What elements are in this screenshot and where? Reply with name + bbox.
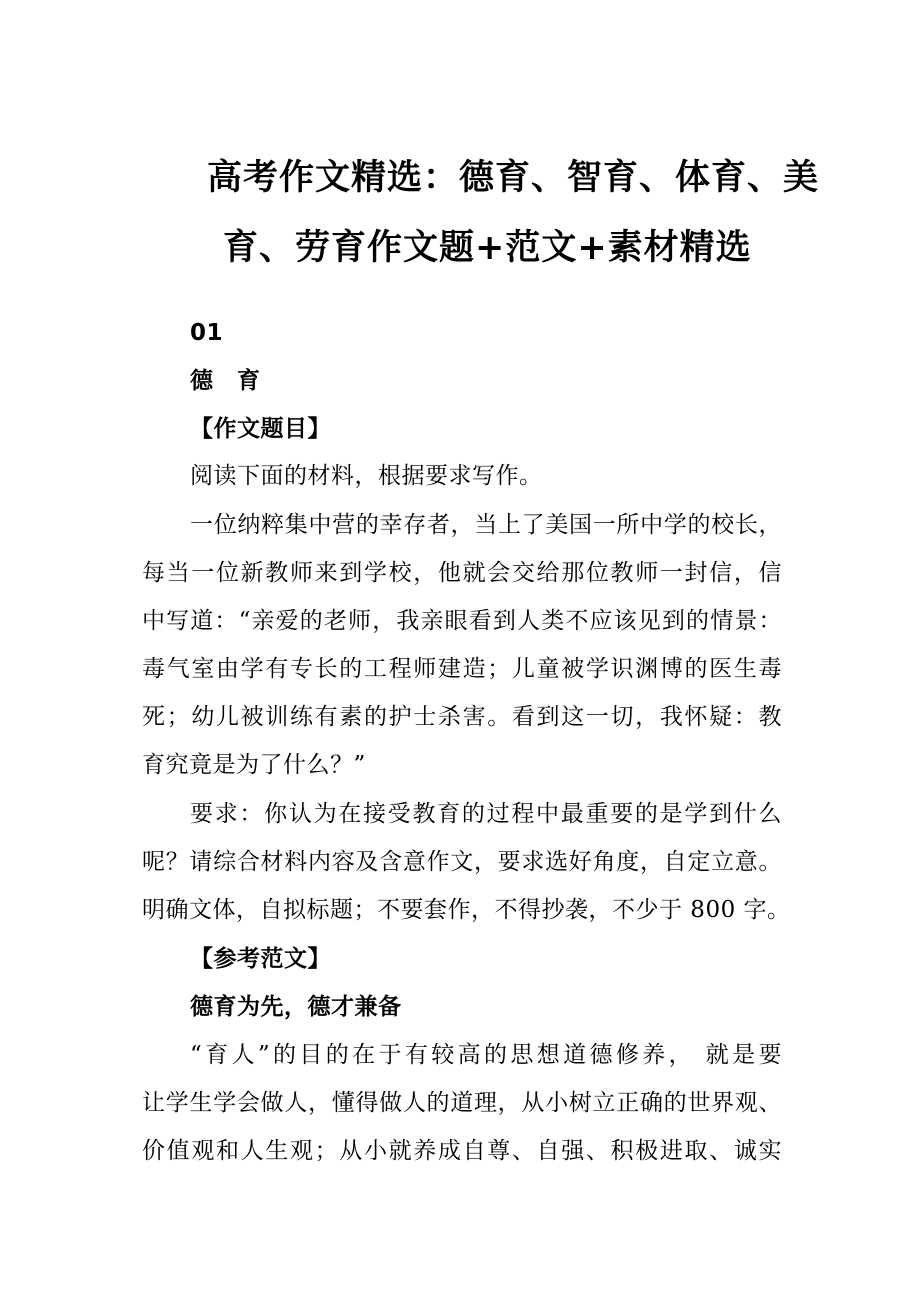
essay-heading: 【参考范文】 bbox=[190, 946, 331, 972]
essay-line: 价值观和人生观；从小就养成自尊、自强、积极进取、诚实 bbox=[142, 1138, 782, 1164]
document-title-line-1: 高考作文精选：德育、智育、体育、美 bbox=[207, 158, 820, 198]
essay-line: “育人”的目的在于有较高的思想道德修养， 就是要 bbox=[190, 1042, 782, 1068]
document-title-line-2: 育、劳育作文题+范文+素材精选 bbox=[223, 228, 752, 268]
material-line: 毒气室由学有专长的工程师建造；儿童被学识渊博的医生毒 bbox=[142, 656, 782, 682]
prompt-intro: 阅读下面的材料，根据要求写作。 bbox=[190, 463, 543, 489]
material-line: 中写道：“亲爱的老师，我亲眼看到人类不应该见到的情景： bbox=[142, 608, 782, 634]
essay-line: 让学生学会做人，懂得做人的道理，从小树立正确的世界观、 bbox=[142, 1090, 782, 1116]
material-line: 每当一位新教师来到学校，他就会交给那位教师一封信，信 bbox=[142, 560, 782, 586]
section-number: 01 bbox=[190, 320, 224, 346]
requirement-line: 明确文体，自拟标题；不要套作，不得抄袭，不少于 800 字。 bbox=[142, 897, 791, 923]
essay-title: 德育为先，德才兼备 bbox=[190, 994, 402, 1020]
material-line: 育究竟是为了什么？” bbox=[142, 752, 366, 778]
prompt-heading: 【作文题目】 bbox=[190, 416, 331, 442]
section-name: 德 育 bbox=[190, 368, 261, 394]
material-line: 死；幼儿被训练有素的护士杀害。看到这一切，我怀疑：教 bbox=[142, 704, 782, 730]
requirement-line: 要求：你认为在接受教育的过程中最重要的是学到什么 bbox=[190, 801, 782, 827]
requirement-line: 呢？请综合材料内容及含意作文，要求选好角度，自定立意。 bbox=[142, 849, 782, 875]
material-line: 一位纳粹集中营的幸存者，当上了美国一所中学的校长， bbox=[190, 512, 782, 538]
